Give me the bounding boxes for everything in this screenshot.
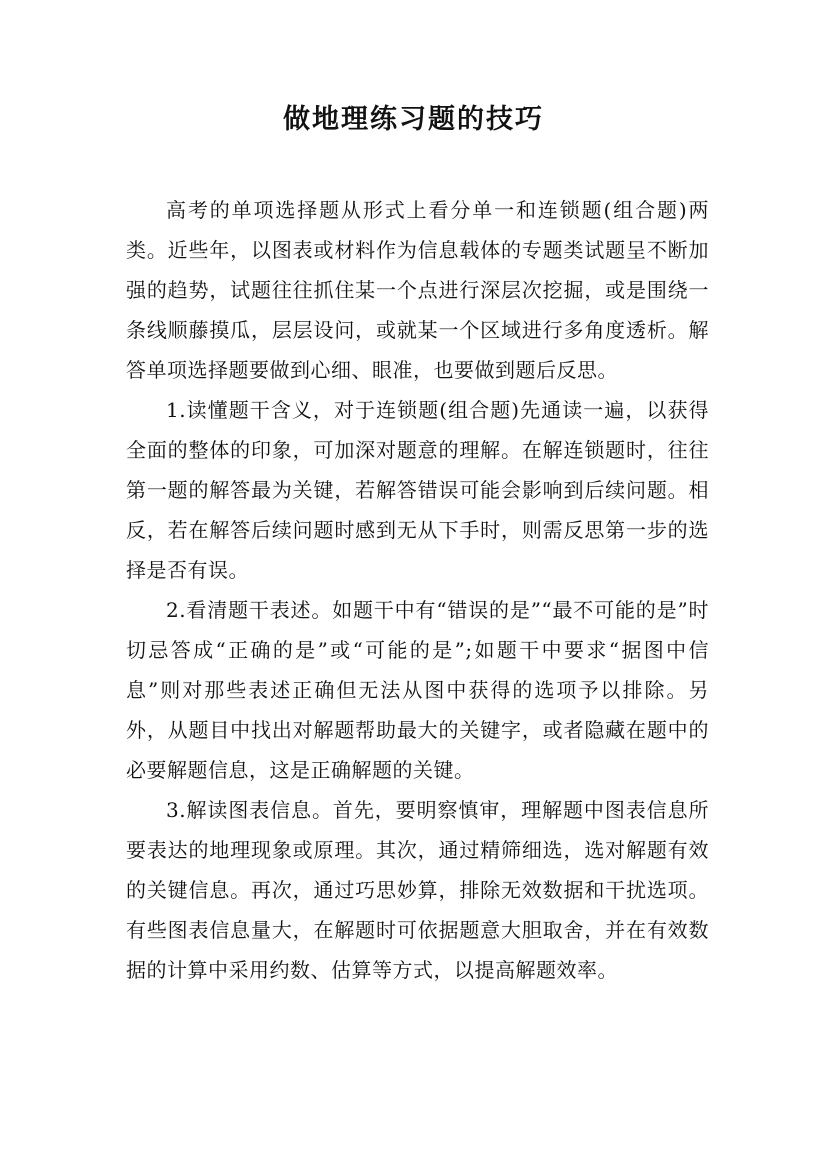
paragraph-tip-2: 2.看清题干表述。如题干中有“错误的是”“最不可能的是”时切忌答成“正确的是”或“可能的是”;如题干中要求“据图中信息”则对那些表述正确但无法从图中获得的选项予以排除。另外，从题目中找出对解题帮助最大的关键字，或者隐藏在题中的必要解题信息，这是正确解题的关键。 — [126, 598, 709, 782]
paragraph-intro: 高考的单项选择题从形式上看分单一和连锁题(组合题)两类。近些年，以图表或材料作为信息载体的专题类试题呈不断加强的趋势，试题往往抓住某一个点进行深层次挖掘，或是围绕一条线顺藤摸瓜，层层设问，或就某一个区域进行多角度透析。解答单项选择题要做到心细、眼准，也要做到题后反思。 — [126, 198, 709, 382]
document-title: 做地理练习题的技巧 — [283, 104, 544, 135]
document-body — [126, 190, 709, 990]
paragraph-tip-3: 3.解读图表信息。首先，要明察慎审，理解题中图表信息所要表达的地理现象或原理。其次，通过精筛细选，选对解题有效的关键信息。再次，通过巧思妙算，排除无效数据和干扰选项。有些图表信息量大，在解题时可依据题意大胆取舍，并在有效数据的计算中采用约数、估算等方式，以提高解题效率。 — [126, 798, 709, 982]
paragraph-tip-1: 1.读懂题干含义，对于连锁题(组合题)先通读一遍，以获得全面的整体的印象，可加深对题意的理解。在解连锁题时，往往第一题的解答最为关键，若解答错误可能会影响到后续问题。相反，若在解答后续问题时感到无从下手时，则需反思第一步的选择是否有误。 — [126, 398, 709, 582]
